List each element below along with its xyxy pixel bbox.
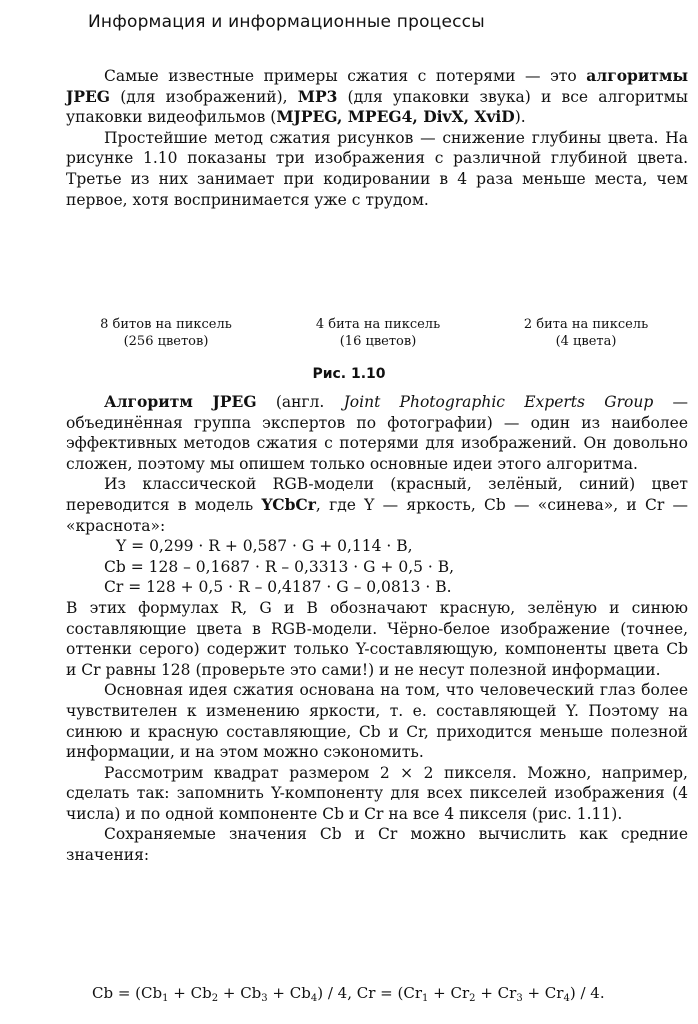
text-run: (для изображений), (110, 87, 298, 106)
subscript: 3 (261, 993, 268, 1004)
formula-part: + (267, 984, 290, 1002)
italic-term: Joint Photographic Experts Group (343, 393, 654, 411)
bold-term: YCbCr (261, 494, 316, 514)
bold-term: MP3 (297, 86, 338, 106)
formula-part: + (428, 984, 451, 1002)
formula-part: Cr (450, 984, 470, 1002)
figure-item-8bit (66, 316, 266, 350)
formula-part: Cr (544, 984, 564, 1002)
intro-paragraph-1 (66, 66, 688, 128)
figure-caption: Рис. 1.10 (312, 366, 386, 382)
figure-1-10-labels (66, 316, 688, 356)
figure-item-2bit (486, 316, 686, 350)
figure-item-4bit (278, 316, 478, 350)
subscript: 2 (469, 993, 476, 1004)
formula-part: + (218, 984, 241, 1002)
figure-sublabel: (256 цветов) (123, 334, 209, 349)
subscript: 4 (310, 993, 318, 1004)
formula-cr: Cr = 128 + 0,5 · R – 0,4187 · G – 0,0813 · B. (104, 578, 452, 597)
formula-y: Y = 0,299 · R + 0,587 · G + 0,114 · B, (116, 537, 413, 556)
formula-part: + (168, 984, 191, 1002)
bold-term: алгоритмы JPEG (66, 66, 688, 106)
jpeg-paragraph-6: Сохраняемые значения Cb и Cr можно вычислить как средние значения: (66, 825, 688, 865)
figure-label: 8 битов на пиксель (100, 317, 232, 332)
figure-sublabel: (4 цвета) (555, 334, 617, 349)
figure-sublabel: (16 цветов) (339, 334, 417, 349)
text-run: Из классической RGB-модели (красный, зелёный, синий) цвет переводится в модель (66, 475, 688, 514)
intro-paragraph-2: Простейшие метод сжатия рисунков — снижение глубины цвета. На рисунке 1.10 показаны три изображения с различной глубиной цвета. Третье из них занимает при кодировании в 4 раза меньше места, чем первое, хотя воспринимается уже с трудом. (66, 128, 688, 209)
formula-part: Cr = (Cr (356, 984, 423, 1002)
formula-part: ) / 4, (317, 984, 357, 1002)
intro-section (66, 66, 688, 210)
formula-part: Cb = (Cb (92, 984, 163, 1002)
jpeg-section (66, 392, 688, 866)
bold-term: Алгоритм JPEG (104, 392, 257, 411)
text-run: Самые известные примеры сжатия с потерями — это (104, 67, 587, 85)
formula-part: Cb (289, 984, 311, 1002)
subscript: 4 (563, 993, 570, 1004)
subscript: 1 (162, 993, 169, 1004)
formula-part: + (475, 984, 498, 1002)
subscript: 3 (516, 993, 523, 1004)
formula-cb: Cb = 128 – 0,1687 · R – 0,3313 · G + 0,5 · B, (104, 557, 455, 576)
average-formula (92, 984, 682, 1004)
jpeg-paragraph-4: Основная идея сжатия основана на том, что человеческий глаз более чувствителен к изменению яркости, т. е. составляющей Y. Поэтому на синюю и красную составляющие, Cb и Cr, приходится меньше полезной информации, и на этом можно сэкономить. (66, 681, 688, 762)
subscript: 2 (211, 993, 219, 1004)
formula-part: Cb (190, 984, 212, 1002)
bold-term: MJPEG, MPEG4, DivX, XviD (276, 107, 515, 127)
text-run: (англ. (256, 393, 344, 411)
text-run: , где Y — яркость, Cb — «синева», и Cr — «краснота»: (66, 495, 688, 535)
subscript: 1 (422, 993, 429, 1004)
figure-label: 2 бита на пиксель (523, 317, 649, 332)
formula-part: Cb (240, 984, 262, 1002)
text-run: ). (514, 108, 526, 127)
figure-label: 4 бита на пиксель (315, 317, 441, 332)
running-head: Информация и информационные процессы (88, 12, 485, 32)
jpeg-paragraph-2 (66, 474, 688, 536)
jpeg-paragraph-1 (66, 392, 688, 474)
formula-part: + (522, 984, 545, 1002)
formula-part: ) / 4. (569, 984, 605, 1002)
jpeg-paragraph-3: В этих формулах R, G и B обозначают красную, зелёную и синюю составляющие цвета в RGB-модели. Чёрно-белое изображение (точнее, оттенки серого) содержит только Y-составляющую, компоненты цвета Cb и Cr равны 128 (проверьте это сами!) и не несут полезной информации. (66, 598, 688, 679)
text-run: (для упаковки звука) и все алгоритмы упаковки видеофильмов ( (66, 87, 688, 127)
jpeg-paragraph-5: Рассмотрим квадрат размером 2 × 2 пикселя. Можно, например, сделать так: запомнить Y-компоненту для всех пикселей изображения (4 числа) и по одной компоненте Cb и Cr на все 4 пикселя (рис. 1.11). (66, 763, 688, 823)
text-run: — объединённая группа экспертов по фотографии) — один из наиболее эффективных методов сжатия с потерями для изображений. Он довольно сложен, поэтому мы опишем только основные идеи этого алгоритма. (66, 393, 689, 473)
formula-part: Cr (497, 984, 517, 1002)
